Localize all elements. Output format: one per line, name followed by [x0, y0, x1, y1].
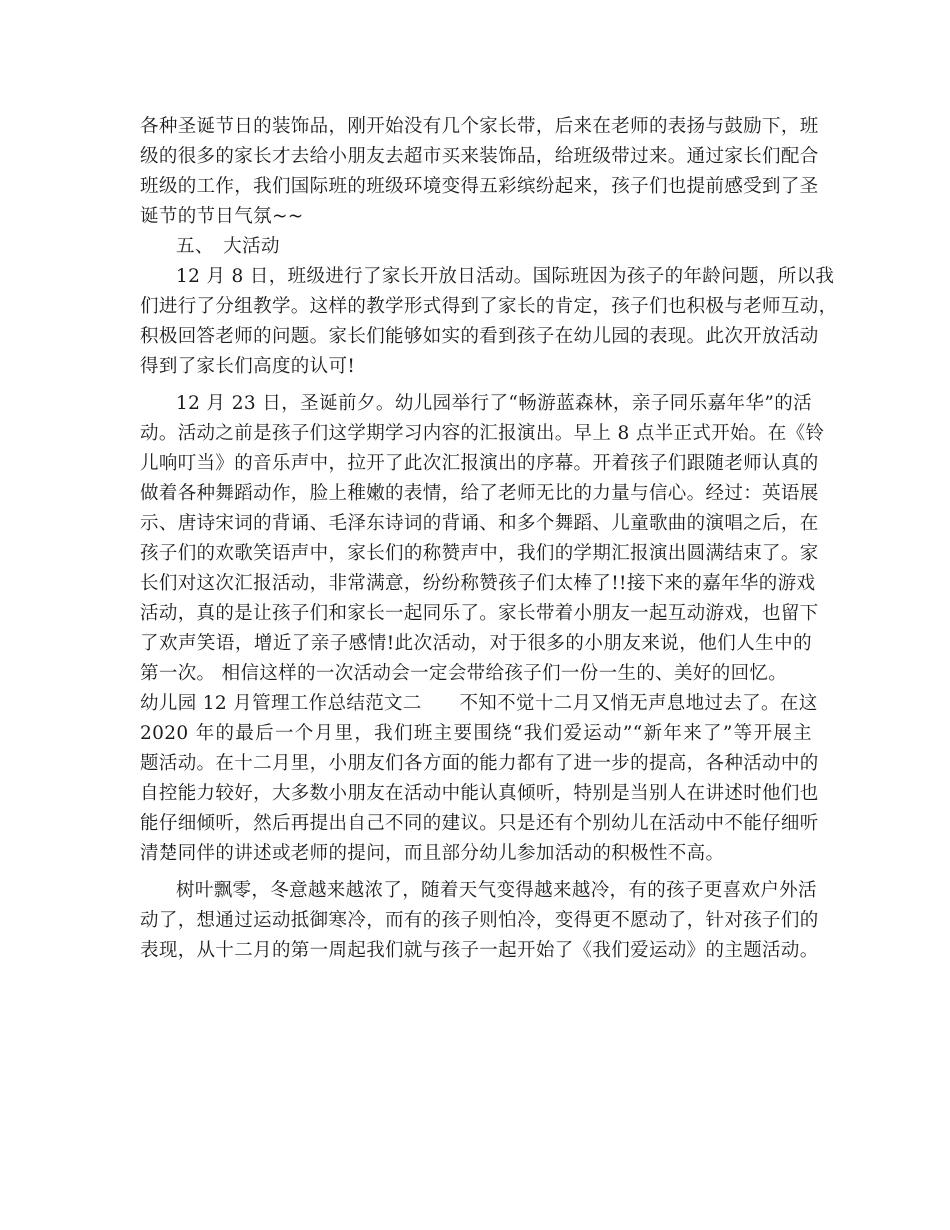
text-line: 12 月 8 日，班级进行了家长开放日活动。国际班因为孩子的年龄问题，所以我: [176, 266, 835, 287]
text-line: 积极回答老师的问题。家长们能够如实的看到孩子在幼儿园的表现。此次开放活动: [140, 326, 819, 347]
text-line: 表现，从十二月的第一周起我们就与孩子一起开始了《我们爱运动》的主题活动。: [140, 940, 819, 961]
text-line: 长们对这次汇报活动，非常满意，纷纷称赞孩子们太棒了!!接下来的嘉年华的游戏: [140, 573, 816, 594]
text-line: 12 月 23 日，圣诞前夕。幼儿园举行了“畅游蓝森林，亲子同乐嘉年华”的活: [176, 393, 812, 414]
text-line: 们进行了分组教学。这样的教学形式得到了家长的肯定，孩子们也积极与老师互动，: [140, 296, 838, 317]
text-line: 自控能力较好，大多数小朋友在活动中能认真倾听，特别是当别人在讲述时他们也: [140, 783, 819, 804]
text-line: 各种圣诞节日的装饰品，刚开始没有几个家长带，后来在老师的表扬与鼓励下，班: [140, 116, 819, 137]
document-page: [140, 112, 838, 966]
text-line: 第一次。 相信这样的一次活动会一定会带给孩子们一份一生的、美好的回忆。: [140, 663, 788, 684]
text-line: 幼儿园 12 月管理工作总结范文二 不知不觉十二月又悄无声息地过去了。在这: [140, 693, 818, 714]
text-line: 清楚同伴的讲述或老师的提问，而且部分幼儿参加活动的积极性不高。: [140, 843, 725, 864]
section-heading: 五、 大活动: [176, 236, 280, 257]
text-line: 得到了家长们高度的认可!: [140, 356, 356, 377]
text-line: 题活动。在十二月里，小朋友们各方面的能力都有了进一步的提高，各种活动中的: [140, 753, 819, 774]
text-line: 儿响叮当》的音乐声中，拉开了此次汇报演出的序幕。开着孩子们跟随老师认真的: [140, 453, 819, 474]
text-line: 能仔细倾听，然后再提出自己不同的建议。只是还有个别幼儿在活动中不能仔细听: [140, 813, 819, 834]
text-line: 诞节的节日气氛~~: [140, 206, 304, 227]
text-line: 活动，真的是让孩子们和家长一起同乐了。家长带着小朋友一起互动游戏，也留下: [140, 603, 819, 624]
text-line: 2020 年的最后一个月里，我们班主要围绕“我们爱运动”“新年来了”等开展主: [140, 723, 812, 744]
text-line: 级的很多的家长才去给小朋友去超市买来装饰品，给班级带过来。通过家长们配合: [140, 146, 819, 167]
text-line: 做着各种舞蹈动作，脸上稚嫩的表情，给了老师无比的力量与信心。经过：英语展: [140, 483, 819, 504]
text-line: 动了，想通过运动抵御寒冷，而有的孩子则怕冷，变得更不愿动了，针对孩子们的: [140, 910, 819, 931]
text-line: 树叶飘零，冬意越来越浓了，随着天气变得越来越冷，有的孩子更喜欢户外活: [176, 880, 817, 901]
text-line: 孩子们的欢歌笑语声中，家长们的称赞声中，我们的学期汇报演出圆满结束了。家: [140, 543, 819, 564]
text-line: 示、唐诗宋词的背诵、毛泽东诗词的背诵、和多个舞蹈、儿童歌曲的演唱之后，在: [140, 513, 819, 534]
text-line: 了欢声笑语，增近了亲子感情!此次活动，对于很多的小朋友来说，他们人生中的: [140, 633, 812, 654]
text-line: 动。活动之前是孩子们这学期学习内容的汇报演出。早上 8 点半正式开始。在《铃: [140, 423, 825, 444]
text-line: 班级的工作，我们国际班的班级环境变得五彩缤纷起来，孩子们也提前感受到了圣: [140, 176, 819, 197]
